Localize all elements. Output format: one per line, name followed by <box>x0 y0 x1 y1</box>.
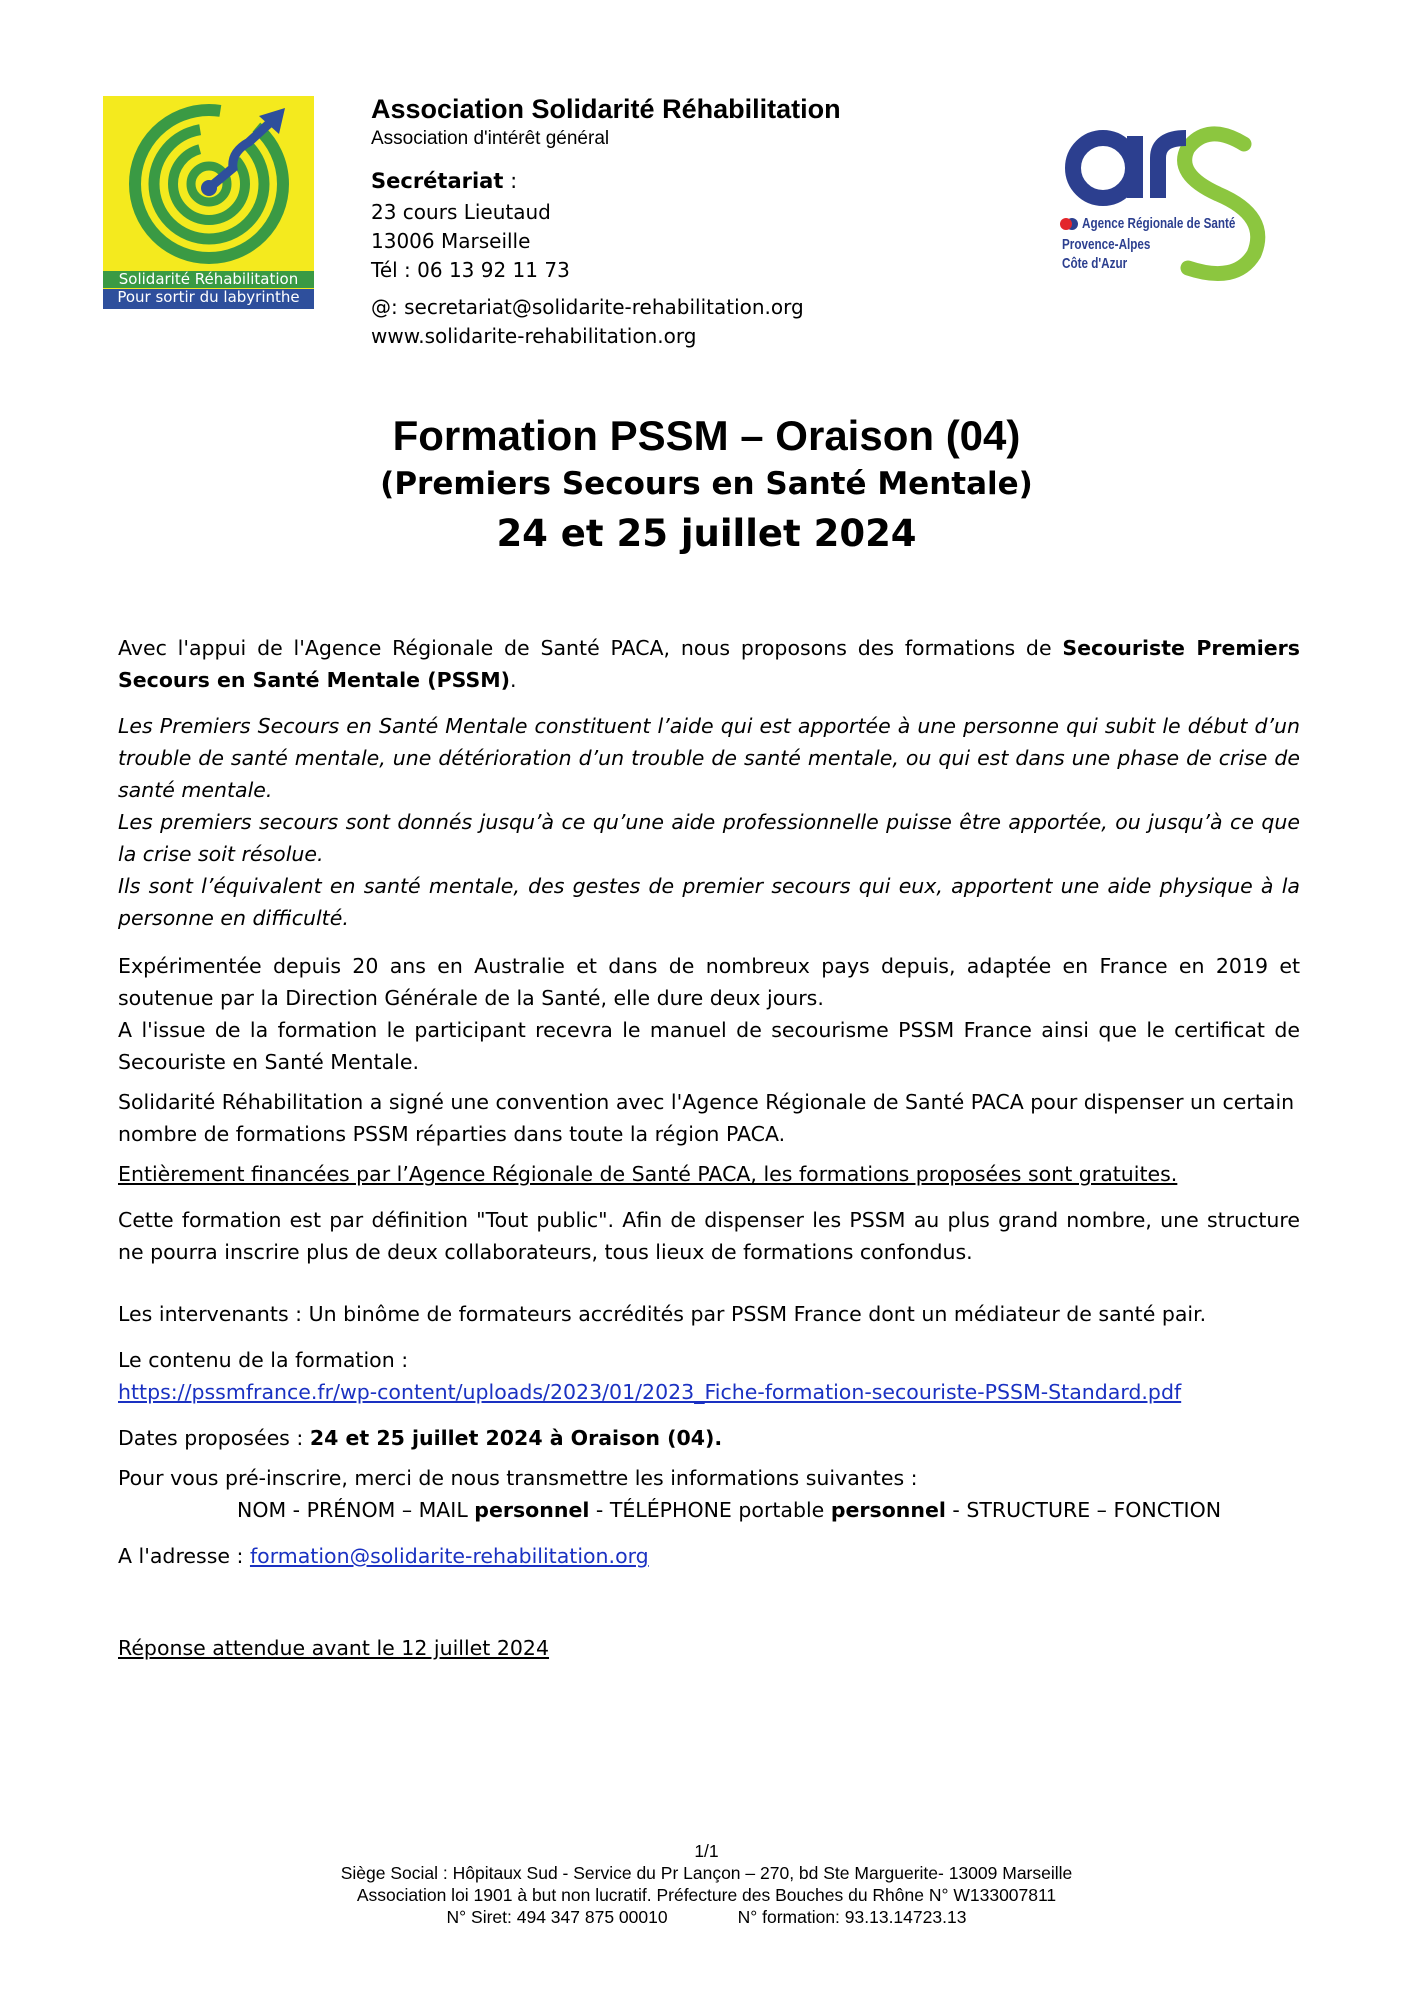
address-line-city: 13006 Marseille <box>371 229 531 253</box>
formation-email-link[interactable]: formation@solidarite-rehabilitation.org <box>249 1544 649 1568</box>
definition-paragraph-3: Ils sont l’équivalent en santé mentale, des gestes de premier secours qui eux, apportent une aide physique à la personne en difficulté. <box>118 874 1300 930</box>
dates-value: 24 et 25 juillet 2024 à Oraison (04). <box>309 1426 723 1450</box>
solidarite-rehabilitation-logo <box>103 96 314 309</box>
organization-subtitle: Association d'intérêt général <box>371 128 610 149</box>
page-title: Formation PSSM – Oraison (04) <box>392 412 1021 459</box>
intro-end: . <box>509 668 517 692</box>
intro-bold-text: Secouriste Premiers Secours en Santé Mentale (PSSM) <box>118 636 1300 692</box>
experience-paragraph-1: Expérimentée depuis 20 ans en Australie et dans de nombreux pays depuis, adaptée en France en 2019 et soutenue par la Direction Générale de la Santé, elle dure deux jours. <box>118 954 1300 1010</box>
address-line-street: 23 cours Lieutaud <box>371 200 551 224</box>
fields-text-1: NOM - PRÉNOM – MAIL <box>237 1498 475 1522</box>
organization-name: Association Solidarité Réhabilitation <box>371 94 841 124</box>
definition-paragraph-1: Les Premiers Secours en Santé Mentale constituent l’aide qui est apportée à une personne qui subit le début d’un trouble de santé mentale, une détérioration d’un trouble de santé mentale, ou qui est dans une phase de crise de santé mentale. <box>118 714 1300 802</box>
speakers-line: Les intervenants : Un binôme de formateurs accrédités par PSSM France dont un médiateur de santé pair. <box>118 1302 1207 1326</box>
logo-caption-line1: Solidarité Réhabilitation <box>103 271 314 288</box>
definition-paragraph-2: Les premiers secours sont donnés jusqu’à ce qu’une aide professionnelle puisse être apportée, ou jusqu’à ce que la crise soit résolue. <box>118 810 1300 866</box>
ars-region-line2: Côte d'Azur <box>1062 255 1128 272</box>
fields-bold-2: personnel <box>830 1498 946 1522</box>
secretariat-label: Secrétariat <box>371 169 504 193</box>
dates-line <box>118 1422 1300 1454</box>
convention-paragraph: Solidarité Réhabilitation a signé une convention avec l'Agence Régionale de Santé PACA pour dispenser un certain nombre de formations PSSM réparties dans toute la région PACA. <box>118 1090 1295 1146</box>
secretariat-colon: : <box>503 169 518 193</box>
footer-siret: N° Siret: 494 347 875 00010 <box>446 1907 668 1927</box>
footer-identifiers <box>0 1906 1413 1928</box>
ars-logo <box>1058 118 1290 286</box>
training-date-heading: 24 et 25 juillet 2024 <box>496 512 917 555</box>
ars-agency-name: Agence Régionale de Santé <box>1082 215 1236 232</box>
preinscription-line: Pour vous pré-inscrire, merci de nous transmettre les informations suivantes : <box>118 1466 918 1490</box>
public-paragraph: Cette formation est par définition "Tout public". Afin de dispenser les PSSM au plus grand nombre, une structure ne pourra inscrire plus de deux collaborateurs, tous lieux de formations confondus. <box>118 1208 1300 1264</box>
website-url: www.solidarite-rehabilitation.org <box>371 324 697 348</box>
address-line <box>118 1540 1300 1572</box>
page-subtitle: (Premiers Secours en Santé Mentale) <box>380 466 1033 502</box>
experience-paragraph-2: A l'issue de la formation le participant recevra le manuel de secourisme PSSM France ainsi que le certificat de Secouriste en Santé Mentale. <box>118 1018 1300 1074</box>
content-link[interactable]: https://pssmfrance.fr/wp-content/uploads/2023/01/2023_Fiche-formation-secouriste-PSSM-Standard.pdf <box>118 1380 1182 1404</box>
fields-text-2: - TÉLÉPHONE portable <box>589 1498 831 1522</box>
footer-formation-number: N° formation: 93.13.14723.13 <box>737 1907 967 1927</box>
secretariat-heading <box>371 169 517 193</box>
footer-association-info: Association loi 1901 à but non lucratif. Préfecture des Bouches du Rhône N° W133007811 <box>356 1885 1057 1905</box>
footer-headquarters: Siège Social : Hôpitaux Sud - Service du Pr Lançon – 270, bd Ste Marguerite- 13009 Marseille <box>340 1863 1073 1883</box>
dates-label: Dates proposées : <box>118 1426 310 1450</box>
required-fields-line <box>237 1494 1413 1526</box>
intro-text: Avec l'appui de l'Agence Régionale de Santé PACA, nous proposons des formations de <box>118 636 1063 660</box>
ars-region-line1: Provence-Alpes <box>1062 236 1151 253</box>
intro-paragraph <box>118 632 1300 696</box>
fields-bold-1: personnel <box>474 1498 590 1522</box>
phone-number: Tél : 06 13 92 11 73 <box>371 258 570 282</box>
fields-text-3: - STRUCTURE – FONCTION <box>945 1498 1222 1522</box>
labyrinth-target-icon <box>103 96 314 271</box>
response-deadline: Réponse attendue avant le 12 juillet 2024 <box>118 1636 550 1660</box>
page-number: 1/1 <box>694 1841 719 1861</box>
address-label: A l'adresse : <box>118 1544 250 1568</box>
secretariat-email: @: secretariat@solidarite-rehabilitation.org <box>371 295 804 319</box>
content-label: Le contenu de la formation : <box>118 1348 409 1372</box>
funding-statement: Entièrement financées par l’Agence Régionale de Santé PACA, les formations proposées sont gratuites. <box>118 1162 1178 1186</box>
logo-caption-line2: Pour sortir du labyrinthe <box>103 289 314 309</box>
